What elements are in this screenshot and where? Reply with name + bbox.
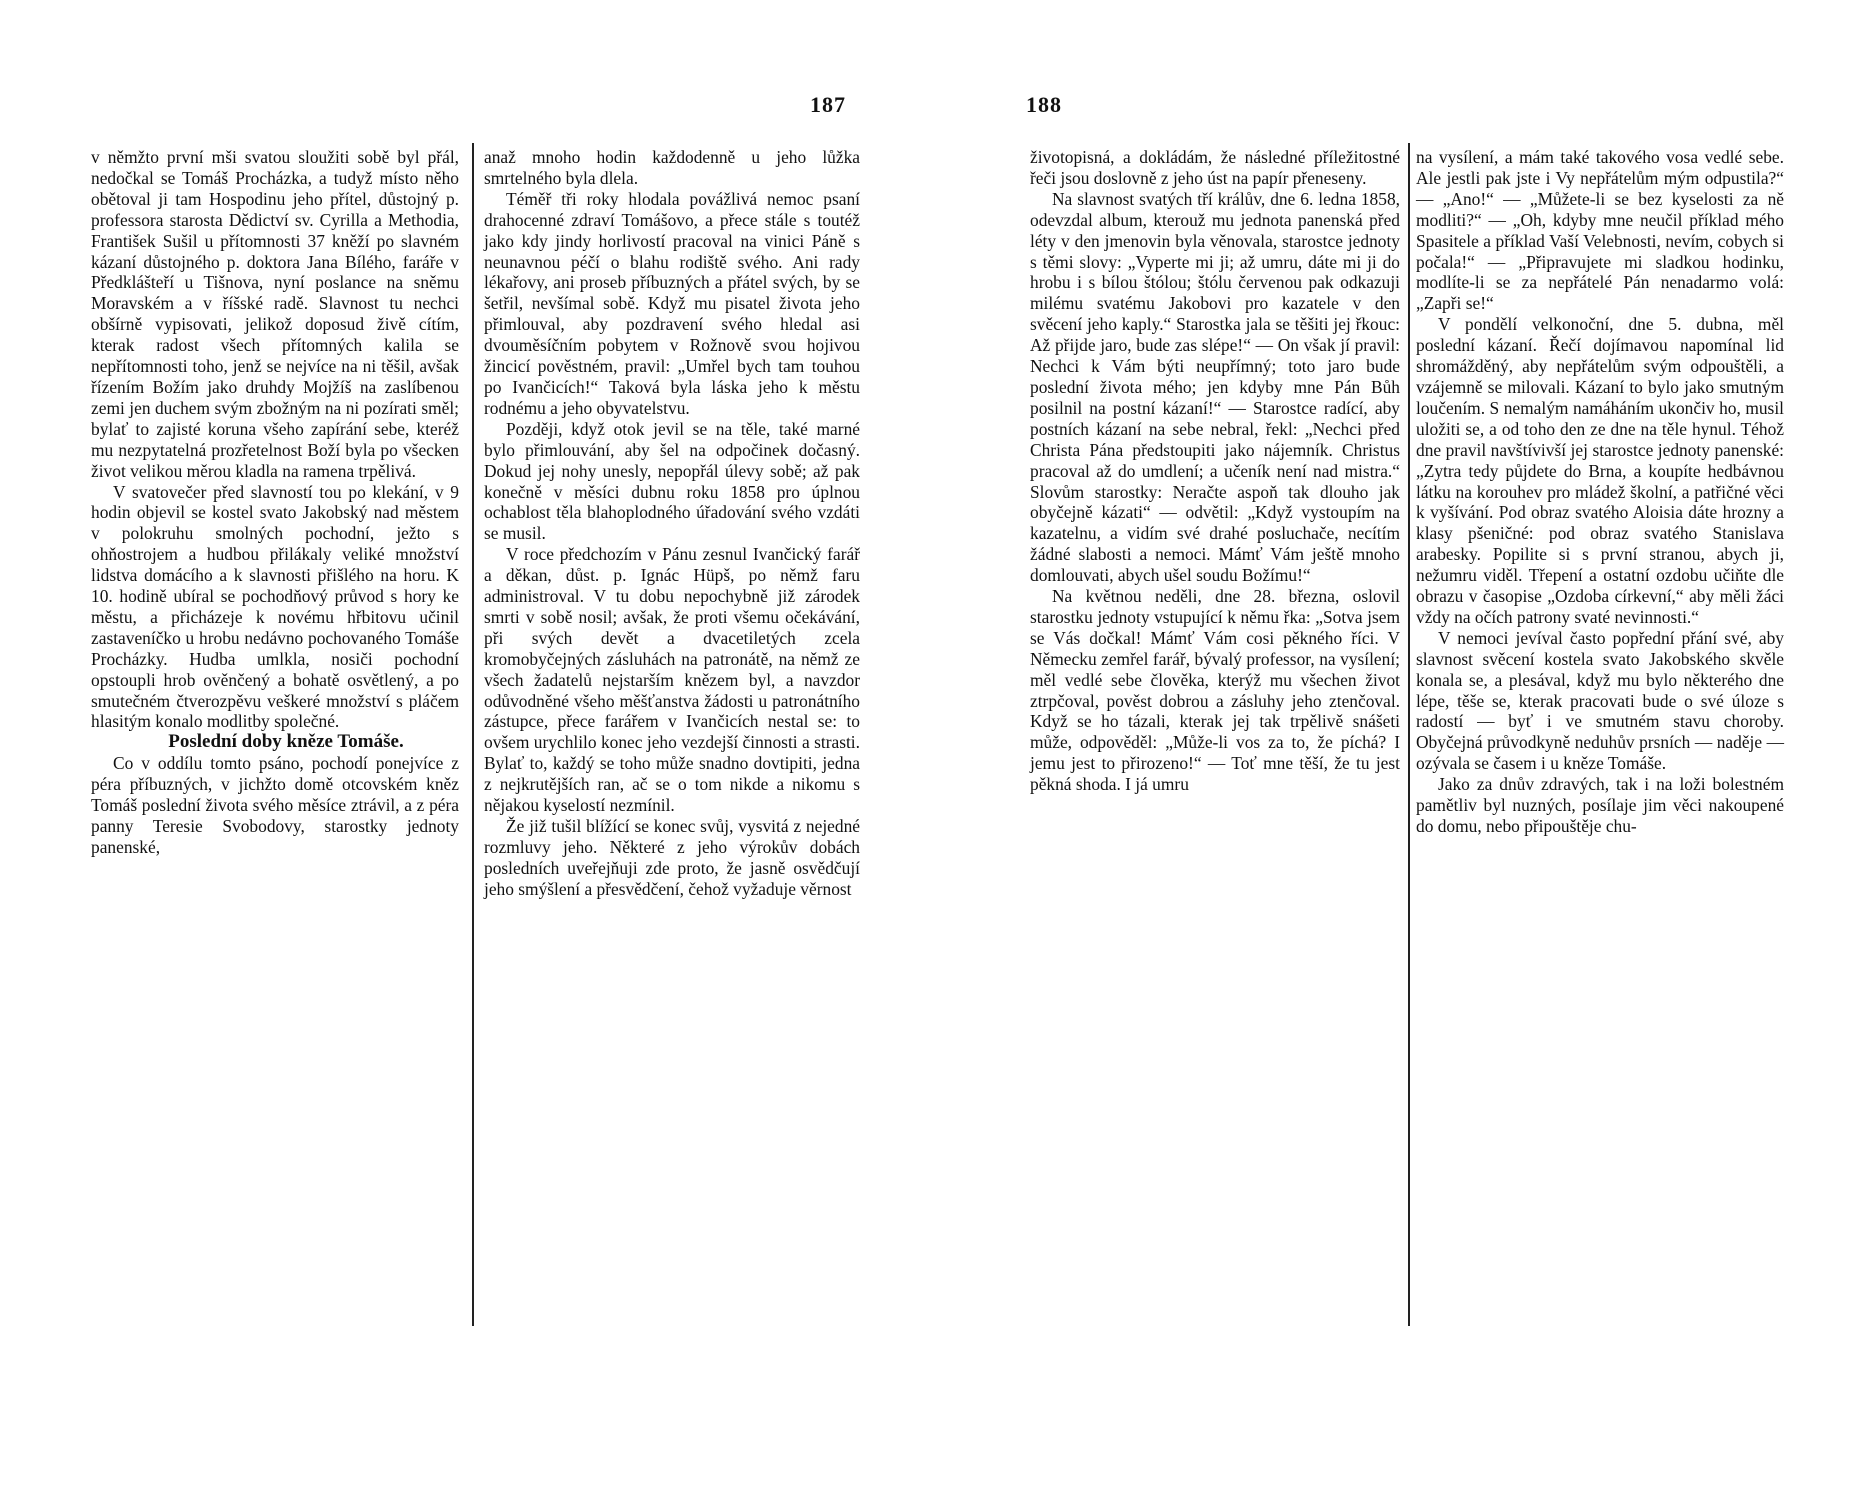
paragraph: Na slavnost svatých tří králův, dne 6. ledna 1858, odevzdal album, kterouž mu jednota panenská před léty v den jmenovin byla věnovala, starostce jednoty s těmi slovy: „Vyperte mi ji; až umru, dáte mi ji do hrobu i s bílou štólou; štólu červenou pak odkazuji milému svatému Jakobovi pro kazatele v den svěcení jeho kaply.“ Starostka jala se těšiti jej řkouc: Až přijde jaro, bude zas slépe!“ — On však jí pravil: Nechci k Vám býti neupřímný; toto jaro bude poslední života mého; jen kdyby mne Pán Bůh posilnil na postní kázaní!“ — Starostce radící, aby postních kázaní na sebe nebral, řekl: „Nechci před Christa Pána předstoupiti jako nájemník. Christus pracoval až do umdlení; a učeník není nad mistra.“ Slovům starostky: Neračte aspoň tak dlouho jak obyčejně kázati“ — odvětil: „Když vystoupím na kazatelnu, a vidím své drahé posluchače, necítím žádné slabosti a nemoci. Mámť Vám ještě mnoho domlouvati, abych ušel soudu Božímu!“ xyxy=(1030,188,1400,586)
paragraph: v němžto první mši svatou sloužiti sobě byl přál, nedočkal se Tomáš Procházka, a tudyž místo něho obětoval ji tam Hospodinu jeho přítel, důstojný p. professora starosta Dědictví sv. Cyrilla a Methodia, František Sušil u přítomnosti 37 kněží po slavném kázaní důstojného p. doktora Jana Bílého, faráře v Předklášteří u Tišnova, nyní poslance na sněmu Moravském a v říšské radě. Slavnost tu nechci obšírně vypisovati, jelikož doposud živě cítím, kterak radost všech přítomných kalila se nepřítomnosti toho, jenž se nejvíce na ni těšil, avšak řízením Božím jako druhdy Mojžíš na zaslíbenou zemi jen duchem svým zbožným na ni pozírati směl; bylať to zajisté koruna všeho zapírání sebe, kteréž mu nezpytatelná prozřetelnost Boží byla po všecken život velikou měrou kladla na ramena trpělivá. xyxy=(91,147,459,481)
paragraph: Že již tušil blížící se konec svůj, vysvitá z nejedné rozmluvy jeho. Některé z jeho výrokův dobách posledních uveřejňuji zde proto, že jasně osvědčují jeho smýšlení a přesvědčení, čehož vyžaduje věrnost xyxy=(484,816,860,899)
column-divider-right xyxy=(1408,143,1410,1326)
paragraph: Co v oddílu tomto psáno, pochodí ponejvíce z péra příbuzných, v jichžto domě otcovském kněz Tomáš poslední života svého měsíce ztrávil, a z péra panny Teresie Svobodovy, starostky jednoty panenské, xyxy=(91,753,459,857)
paragraph: Téměř tři roky hlodala povážlivá nemoc psaní drahocenné zdraví Tomášovo, a přece stále s toutéž jako kdy jindy horlivostí pracoval na vinici Páně s neunavnou péčí o blahu rodiště svého. Ani rady lékařovy, ani proseb příbuzných a přátel svých, by se šetřil, nevšímal sobě. Když mu pisatel života jeho přimlouval, aby pozdravení svého hledal asi dvouměsíčním pobytem v Rožnově svou hojivou žincicí pověstném, pravil: „Umřel bych tam touhou po Ivančicích!“ Taková byla láska jeho k městu rodnému a jeho obyvatelstvu. xyxy=(484,188,860,418)
paragraph: V pondělí velkonoční, dne 5. dubna, měl poslední kázaní. Řečí dojímavou napomínal lid shromážděný, aby nepřátelům svým odpouštěli, a vzájemně se milovali. Kázaní to bylo jako smutným loučením. S nemalým namáháním ukončiv ho, musil uložiti se, a od toho den ze dne na těle hynul. Téhož dne pravil navštívivší jej starostce jednoty panenské: „Zytra tedy půjdete do Brna, a koupíte hedbávnou látku na korouhev pro mládež školní, a patřičné věci k vyšívání. Pod obraz svatého Aloisia dáte hrozny a klasy pšeničné: pod obraz svatého Stanislava arabesky. Popilite si s první stranou, abych ji, nežumru viděl. Třepení a ostatní ozdobu učiňte dle obrazu v časopise „Ozdoba církevní,“ aby měli žáci vždy na očích patrony svaté nevinnosti.“ xyxy=(1416,314,1784,627)
paragraph: anaž mnoho hodin každodenně u jeho lůžka smrtelného byla dlela. xyxy=(484,147,860,188)
paragraph: Jako za dnův zdravých, tak i na loži bolestném pamětliv byl nuzných, posílaje jim věci nakoupené do domu, nebo připouštěje chu- xyxy=(1416,774,1784,836)
left-page-column-1 xyxy=(91,147,459,858)
paragraph: životopisná, a dokládám, že následné příležitostné řeči jsou doslovně z jeho úst na papír přeneseny. xyxy=(1030,147,1400,188)
paragraph: V roce předchozím v Pánu zesnul Ivančický farář a děkan, důst. p. Ignác Hüpš, po němž faru administroval. V tu dobu nepochybně již zárodek smrti v sobě nosil; avšak, že proti všemu očekávání, při svých devět a dvacetiletých zcela kromobyčejných zásluhách na patronátě, na němž ze všech žadatelů nejstarším knězem byl, a navzdor odůvodněné všeho měšťanstva žádosti u patronátního zástupce, přece farářem v Ivančicích nestal se: to ovšem urychlilo konec jeho vezdejší činnosti a strasti. Bylať to, každý se toho může snadno dovtipiti, jedna z nejkrutějších ran, ač se o tom nikde a nikomu s nějakou kyselostí nezmínil. xyxy=(484,544,860,816)
paragraph: V nemoci jevíval často popřední přání své, aby slavnost svěcení kostela svato Jakobského skvěle konala se, a plesával, když mu bylo některého dne lépe, těše se, kterak pracovati bude o své úloze s radostí — byť i ve smutném stavu choroby. Obyčejná průvodkyně neduhův prsních — naděje — ozývala se časem i u kněze Tomáše. xyxy=(1416,627,1784,774)
page-number-right: 188 xyxy=(1026,92,1062,117)
paragraph: Později, když otok jevil se na těle, také marné bylo přimlouvání, aby šel na odpočinek dočasný. Dokud jej nohy unesly, nepopřál úlevy sobě; až pak konečně v měsíci dubnu roku 1858 pro úplnou ochablost těla blahoplodného úřadování svého vzdáti se musil. xyxy=(484,418,860,544)
paragraph: V svatovečer před slavností tou po klekání, v 9 hodin objevil se kostel svato Jakobský nad městem v polokruhu smolných pochodní, ježto s ohňostrojem a hudbou přilákaly veliké množství lidstva domácího a k slavnosti přišlého na horu. K 10. hodině ubíral se pochodňový průvod s hory ke městu, a přicházeje k novému hřbitovu učinil zastaveníčko u hrobu nedávno pochovaného Tomáše Procházky. Hudba umlkla, nosiči pochodní opstoupli hrob ověnčený a bohatě osvětlený, a po smutečném čtverozpěvu veškeré množství s pláčem hlasitým konalo modlitby společné. xyxy=(91,481,459,732)
column-divider-left xyxy=(472,143,474,1326)
right-page-column-1 xyxy=(1030,147,1400,795)
right-page-column-2 xyxy=(1416,147,1784,837)
paragraph: na vysílení, a mám také takového vosa vedlé sebe. Ale jestli pak jste i Vy nepřátelům mým odpustila?“ — „Ano!“ — „Můžete-li se bez kyselosti za ně modliti?“ — „Oh, kdyby mne neučil příklad mého Spasitele a příklad Vaší Velebnosti, nevím, cobych si počala!“ — „Připravujete mi sladkou hodinku, modlíte-li se za nepřátelé Pán nenadarmo volá: „Zapři se!“ xyxy=(1416,147,1784,314)
left-page-column-2 xyxy=(484,147,860,900)
section-heading: Poslední doby kněze Tomáše. xyxy=(168,731,404,753)
page-number-left: 187 xyxy=(810,92,846,117)
paragraph: Na květnou neděli, dne 28. března, oslovil starostku jednoty vstupující k němu řka: „Sotva jsem se Vás dočkal! Mámť Vám cosi pěkného říci. V Německu zemřel farář, bývalý professor, na vysílení; měl vedlé sebe člověka, kterýž mu všechen život ztrpčoval, pověst dobrou a zásluhy jeho ztenčoval. Když se ho tázali, kterak jej tak trpělivě snášeti může, odpověděl: „Může-li vos za to, že píchá? I jemu jest to přirozeno!“ — Toť mne těší, že tu jest pěkná shoda. I já umru xyxy=(1030,586,1400,795)
